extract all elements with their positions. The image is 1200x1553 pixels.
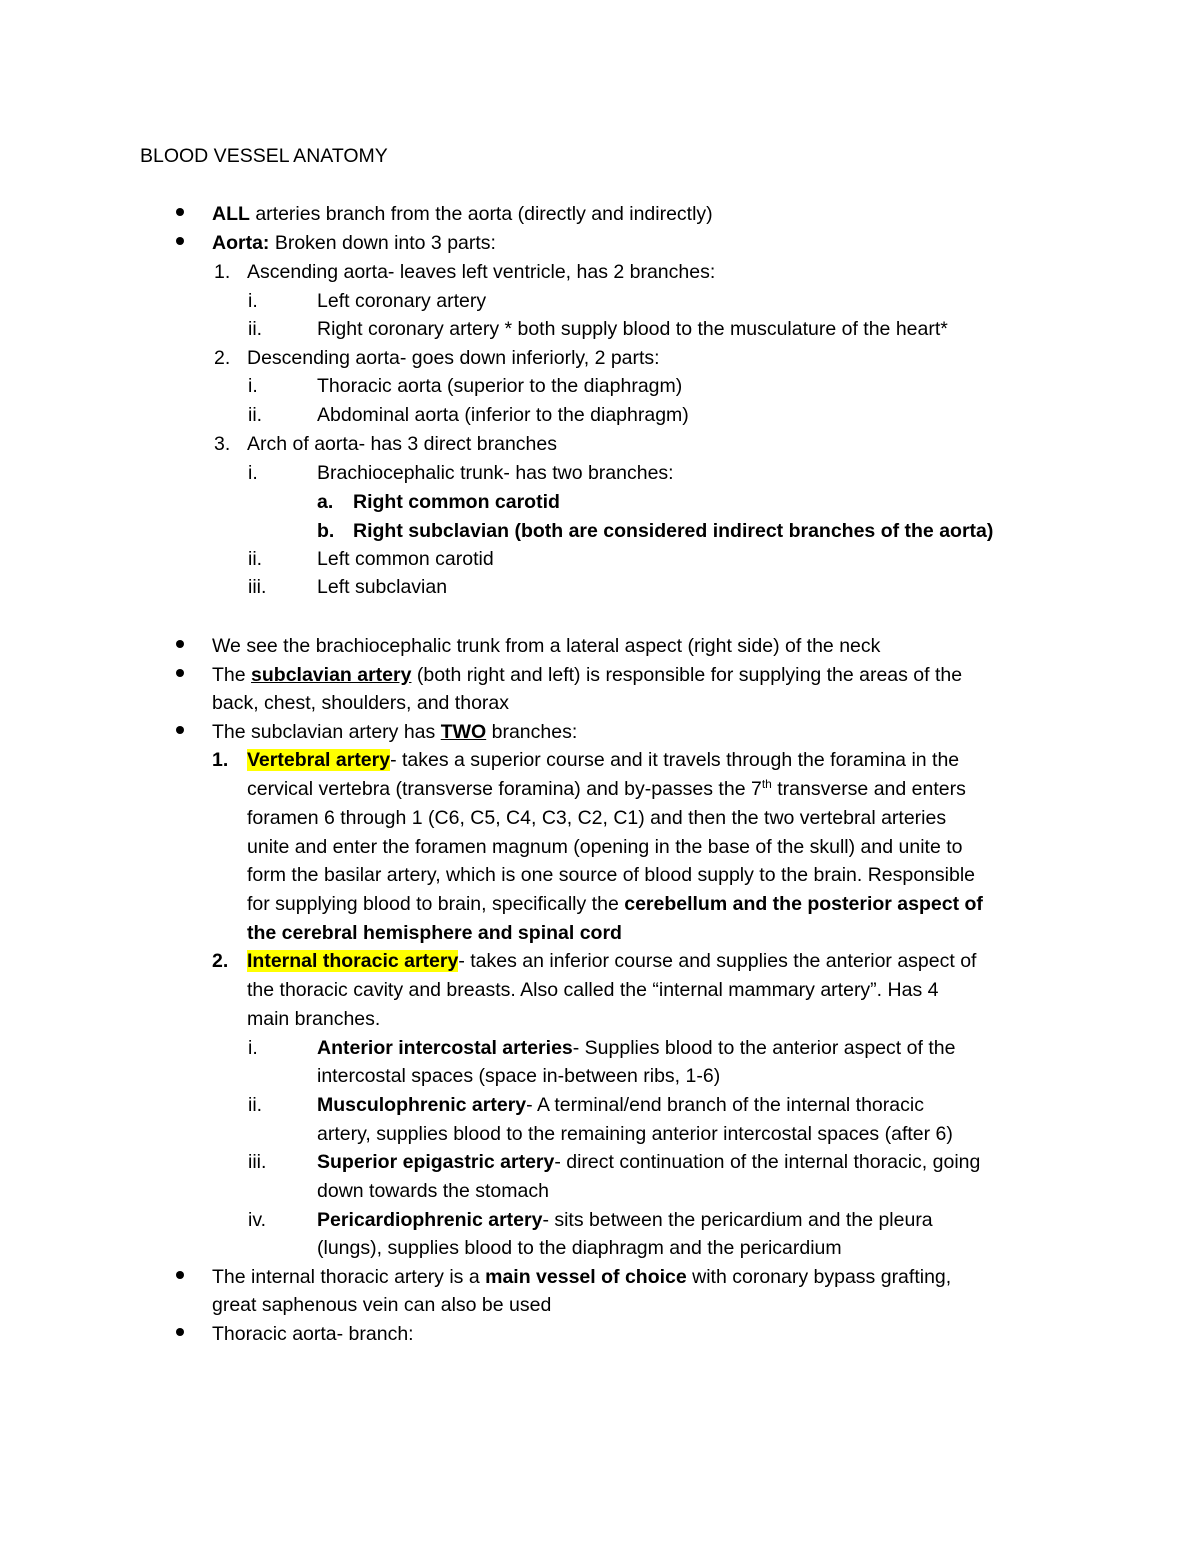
pericardiophrenic-line: Pericardiophrenic artery- sits between the pericardium and the pleura: [317, 1209, 933, 1231]
vertebral-artery-line: Vertebral artery- takes a superior course and it travels through the foramina in the: [247, 749, 960, 771]
bullet-text-all-arteries: ALL arteries branch from the aorta (directly and indirectly): [212, 203, 713, 225]
list-marker: 1.: [214, 261, 231, 283]
list-marker: ii.: [248, 1094, 263, 1116]
list-marker: 1.: [212, 749, 229, 771]
vertebral-artery-line: form the basilar artery, which is one source of blood supply to the brain. Responsible: [247, 864, 976, 886]
list-marker: iv.: [248, 1209, 267, 1231]
list-item-arch-of-aorta: Arch of aorta- has 3 direct branches: [247, 433, 557, 455]
internal-thoracic-term: Internal thoracic artery: [247, 950, 459, 972]
list-item-abdominal-aorta: Abdominal aorta (inferior to the diaphragm): [317, 404, 689, 426]
bullet-text-subclavian: The subclavian artery (both right and left) is responsible for supplying the areas of the: [212, 664, 963, 686]
list-item-brachiocephalic: Brachiocephalic trunk- has two branches:: [317, 462, 674, 484]
bullet-text-aorta: Aorta: Broken down into 3 parts:: [212, 232, 496, 254]
list-marker: ii.: [248, 318, 263, 340]
list-item-ascending-aorta: Ascending aorta- leaves left ventricle, has 2 branches:: [247, 261, 716, 283]
list-marker: a.: [317, 491, 334, 513]
musculophrenic-line: Musculophrenic artery- A terminal/end branch of the internal thoracic: [317, 1094, 924, 1116]
list-marker: 3.: [214, 433, 231, 455]
page-title: BLOOD VESSEL ANATOMY: [140, 145, 388, 167]
pericardiophrenic-line: (lungs), supplies blood to the diaphragm and the pericardium: [317, 1237, 842, 1259]
bullet-text-two-branches: The subclavian artery has TWO branches:: [212, 721, 578, 743]
anterior-intercostal-line: intercostal spaces (space in-between ribs, 1-6): [317, 1065, 721, 1087]
list-marker: i.: [248, 290, 258, 312]
list-item-thoracic-aorta: Thoracic aorta (superior to the diaphragm): [317, 375, 683, 397]
list-item-right-subclavian: Right subclavian (both are considered indirect branches of the aorta): [353, 520, 994, 542]
list-marker: iii.: [248, 576, 267, 598]
bullet-text-brachiocephalic: We see the brachiocephalic trunk from a lateral aspect (right side) of the neck: [212, 635, 881, 657]
musculophrenic-line: artery, supplies blood to the remaining anterior intercostal spaces (after 6): [317, 1123, 953, 1145]
bullet-text-subclavian-cont: back, chest, shoulders, and thorax: [212, 692, 510, 714]
internal-thoracic-line: the thoracic cavity and breasts. Also called the “internal mammary artery”. Has 4: [247, 979, 939, 1001]
list-item-right-coronary: Right coronary artery * both supply blood to the musculature of the heart*: [317, 318, 948, 340]
list-marker: b.: [317, 520, 335, 542]
list-item-left-coronary: Left coronary artery: [317, 290, 487, 312]
bullet-icon: [176, 237, 184, 245]
bullet-text-thoracic-aorta-branch: Thoracic aorta- branch:: [212, 1323, 414, 1345]
anterior-intercostal-line: Anterior intercostal arteries- Supplies blood to the anterior aspect of the: [317, 1037, 956, 1059]
bullet-icon: [176, 640, 184, 648]
list-item-left-common-carotid: Left common carotid: [317, 548, 494, 570]
list-item-right-common-carotid: Right common carotid: [353, 491, 560, 513]
bullet-icon: [176, 208, 184, 216]
internal-thoracic-line: main branches.: [247, 1008, 381, 1030]
bullet-icon: [176, 1271, 184, 1279]
list-marker: ii.: [248, 548, 263, 570]
vertebral-artery-line: unite and enter the foramen magnum (opening in the base of the skull) and unite to: [247, 836, 963, 858]
vertebral-artery-line: cervical vertebra (transverse foramina) and by-passes the 7th transverse and enters: [247, 777, 966, 800]
list-marker: i.: [248, 1037, 258, 1059]
vertebral-artery-line: for supplying blood to brain, specifically the cerebellum and the posterior aspect of: [247, 893, 983, 915]
bullet-text-bypass: The internal thoracic artery is a main vessel of choice with coronary bypass grafting,: [212, 1266, 952, 1288]
list-marker: i.: [248, 375, 258, 397]
list-marker: iii.: [248, 1151, 267, 1173]
list-item-descending-aorta: Descending aorta- goes down inferiorly, 2 parts:: [247, 347, 660, 369]
vertebral-artery-line: the cerebral hemisphere and spinal cord: [247, 922, 622, 944]
superior-epigastric-line: Superior epigastric artery- direct continuation of the internal thoracic, going: [317, 1151, 981, 1173]
list-marker: 2.: [212, 950, 229, 972]
list-marker: i.: [248, 462, 258, 484]
internal-thoracic-line: Internal thoracic artery- takes an inferior course and supplies the anterior aspect of: [247, 950, 977, 972]
list-marker: 2.: [214, 347, 231, 369]
bullet-icon: [176, 726, 184, 734]
list-item-left-subclavian: Left subclavian: [317, 576, 448, 598]
vertebral-artery-line: foramen 6 through 1 (C6, C5, C4, C3, C2, C1) and then the two vertebral arteries: [247, 807, 947, 829]
bullet-icon: [176, 1328, 184, 1336]
superior-epigastric-line: down towards the stomach: [317, 1180, 549, 1202]
list-marker: ii.: [248, 404, 263, 426]
vertebral-artery-term: Vertebral artery: [247, 749, 391, 771]
bullet-text-bypass-cont: great saphenous vein can also be used: [212, 1294, 552, 1316]
bullet-icon: [176, 669, 184, 677]
